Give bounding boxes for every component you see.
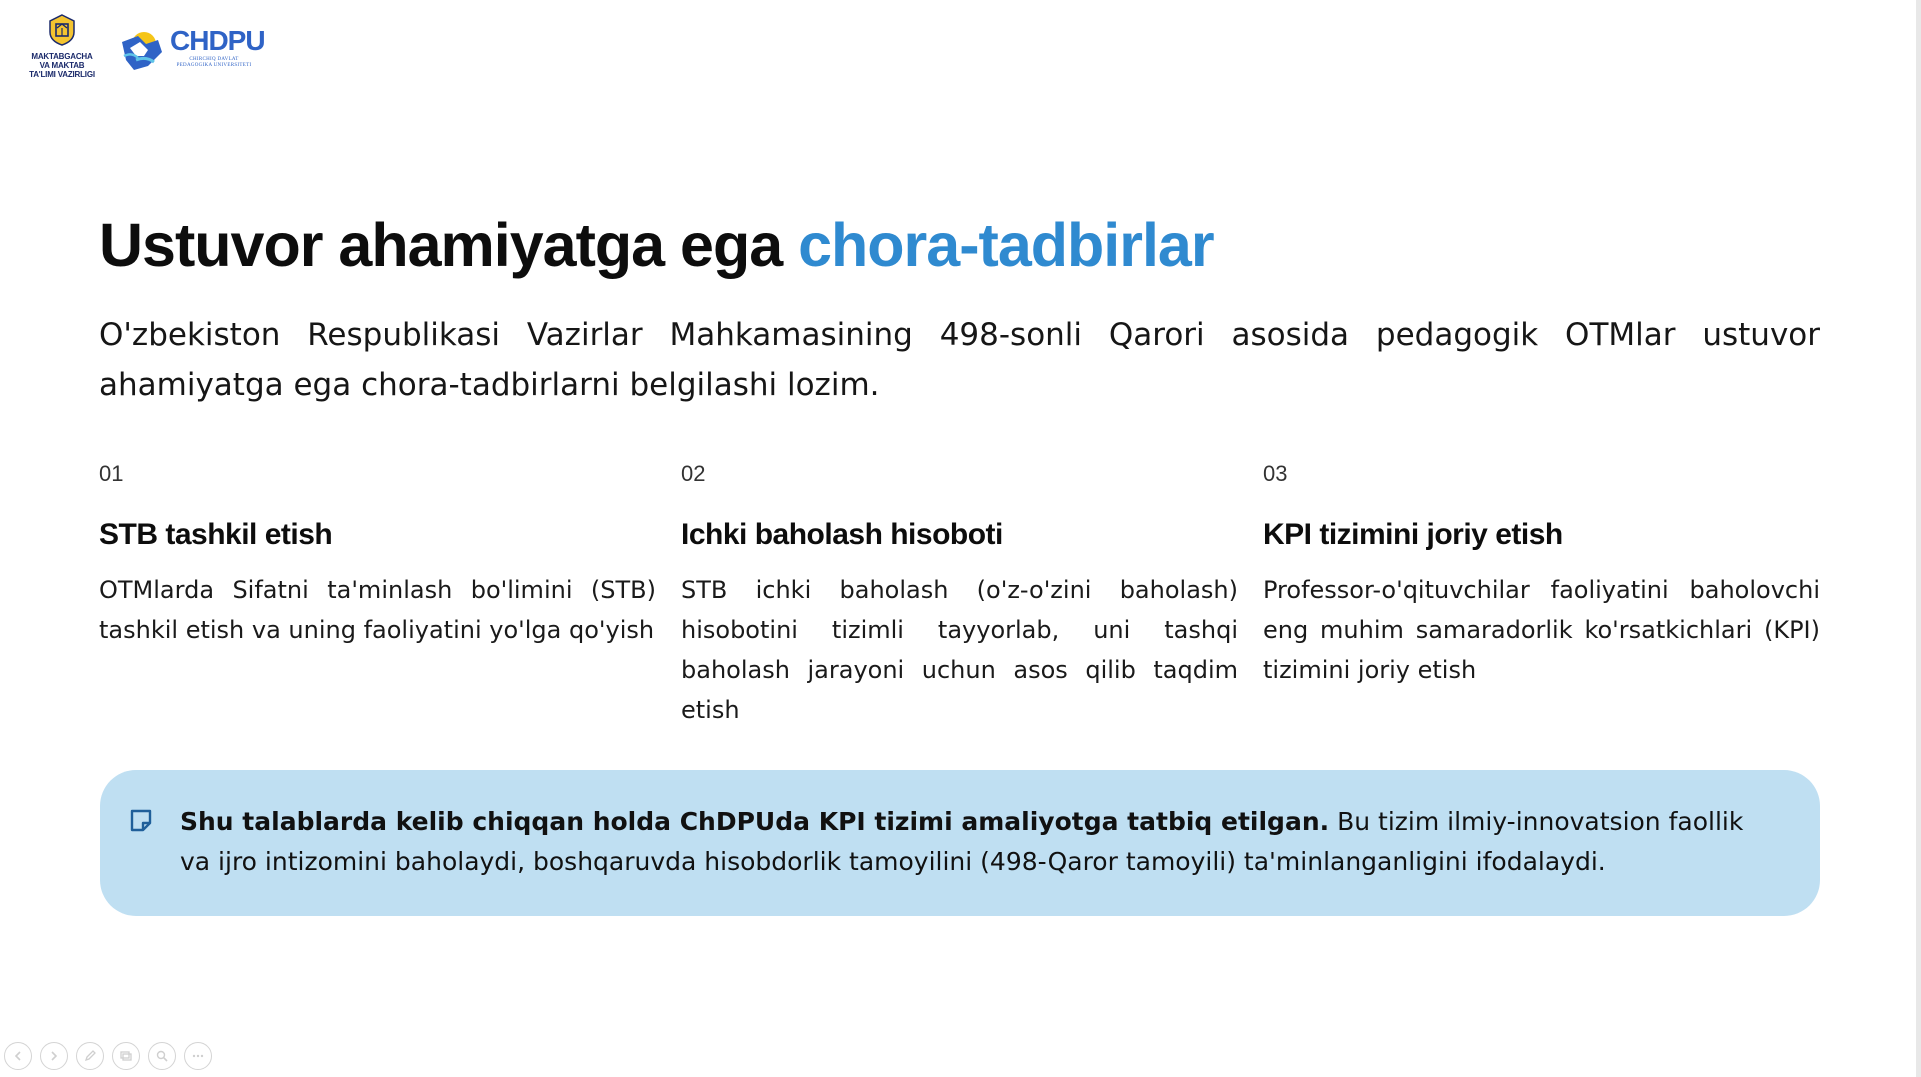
column-number: 01 (99, 461, 124, 486)
university-emblem-icon (118, 22, 166, 74)
more-options-icon (191, 1049, 205, 1063)
zoom-icon (155, 1049, 169, 1063)
lead-paragraph: O'zbekiston Respublikasi Vazirlar Mahkamasining 498-sonli Qarori asosida pedagogik OTMlar ustuvor ahamiyatga ega chora-tadbirlarni belgilashi lozim. (99, 317, 1820, 403)
column-heading: Ichki baholash hisoboti (681, 518, 1003, 551)
previous-slide-button[interactable] (4, 1042, 32, 1070)
slide-title (99, 205, 1214, 285)
university-name-line: CHIRCHIQ DAVLAT (189, 57, 239, 62)
callout-regular-text: Bu tizim ilmiy-innovatsion faollik va ijro intizomini baholaydi, boshqaruvda hisobdorlik tamoyilini (498-Qaror tamoyili) ta'minlanganligini ifodalaydi. (180, 807, 1744, 876)
priority-column-1 (99, 460, 656, 650)
presenter-toolbar (4, 1042, 212, 1072)
slides-grid-button[interactable] (112, 1042, 140, 1070)
ministry-logo (22, 14, 102, 84)
more-options-button[interactable] (184, 1042, 212, 1070)
pen-button[interactable] (76, 1042, 104, 1070)
university-logo (118, 18, 268, 78)
slides-grid-icon (119, 1049, 133, 1063)
note-icon (128, 808, 154, 834)
university-abbreviation: CHDPU (170, 25, 265, 56)
next-slide-button[interactable] (40, 1042, 68, 1070)
column-heading: KPI tizimini joriy etish (1263, 518, 1563, 551)
priority-column-2 (681, 460, 1238, 730)
callout-bold-text: Shu talablarda kelib chiqqan holda ChDPUda KPI tizimi amaliyotga tatbiq etilgan. (180, 807, 1330, 836)
column-body: STB ichki baholash (o'z-o'zini baholash) hisobotini tizimli tayyorlab, uni tashqi baholash jarayoni uchun asos qilib taqdim etish (681, 576, 1238, 724)
slide-title-accent: chora-tadbirlar (798, 211, 1214, 279)
next-slide-icon (47, 1049, 61, 1063)
zoom-button[interactable] (148, 1042, 176, 1070)
window-edge (1916, 0, 1921, 1077)
column-heading: STB tashkil etish (99, 518, 333, 551)
university-name-line: PEDAGOGIKA UNIVERSITETI (176, 63, 252, 68)
pen-icon (83, 1049, 97, 1063)
ministry-logo-line: MAKTABGACHA (31, 52, 93, 61)
slide-title-main: Ustuvor ahamiyatga ega (99, 211, 799, 279)
priority-column-3 (1263, 460, 1820, 690)
previous-slide-icon (11, 1049, 25, 1063)
callout-text (180, 802, 1780, 882)
column-body: Professor-o'qituvchilar faoliyatini baholovchi eng muhim samaradorlik ko'rsatkichlari (KPI) tizimini joriy etish (1263, 576, 1820, 684)
column-body: OTMlarda Sifatni ta'minlash bo'limini (STB) tashkil etish va uning faoliyatini yo'lga qo'yish (99, 576, 656, 644)
kpi-callout (100, 770, 1820, 916)
column-number: 03 (1263, 461, 1288, 486)
column-number: 02 (681, 461, 706, 486)
ministry-emblem-icon (48, 14, 76, 46)
ministry-logo-line: TA'LIMI VAZIRLIGI (29, 70, 95, 79)
ministry-logo-line: VA MAKTAB (39, 61, 85, 70)
